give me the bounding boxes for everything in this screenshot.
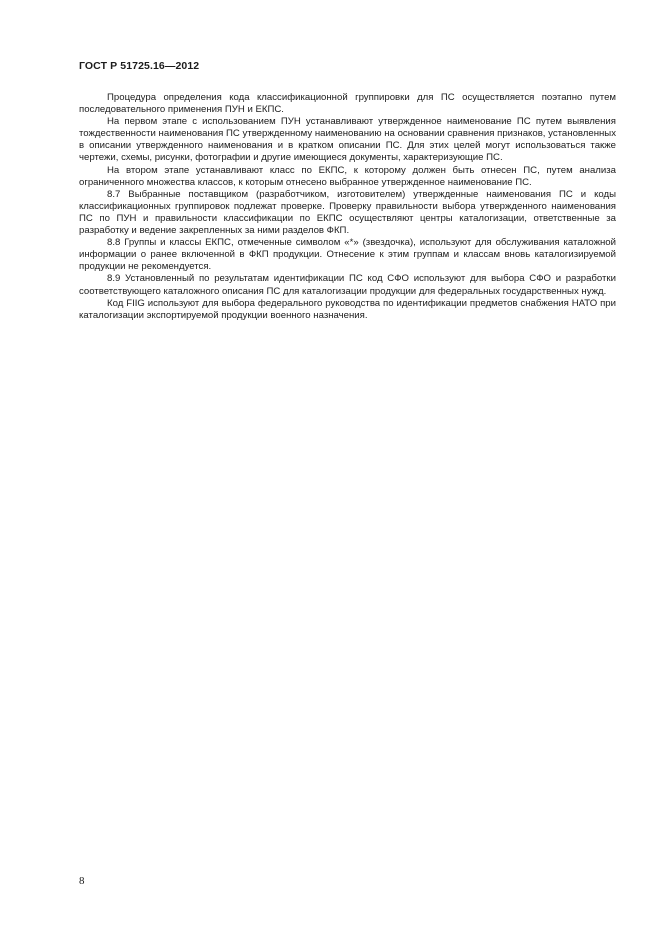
paragraph: На втором этапе устанавливают класс по ЕКПС, к которому должен быть отнесен ПС, путем анализа ограниченного множества классов, к которым отнесено выбранное утвержденное наименование ПС. (79, 164, 616, 188)
paragraph-8-8: 8.8 Группы и классы ЕКПС, отмеченные символом «*» (звездочка), используют для обслуживания каталожной информации о ранее включенной в ФКП продукции. Отнесение к этим группам и классам вновь каталогизируемой продукции не рекомендуется. (79, 237, 616, 273)
paragraph-8-9: 8.9 Установленный по результатам идентификации ПС код СФО используют для выбора СФО и разработки соответствующего каталожного описания ПС для каталогизации продукции для федеральных государственных нужд. (79, 273, 616, 297)
paragraph: На первом этапе с использованием ПУН устанавливают утвержденное наименование ПС путем выявления тождественности наименования ПС утвержденному наименованию на основании сравнения признаков, установленных в описании утвержденного наименования и в кратком описании ПС. Для этих целей могут использоваться также чертежи, схемы, рисунки, фотографии и другие имеющиеся документы, характеризующие ПС. (79, 116, 616, 164)
paragraph: Код FIIG используют для выбора федерального руководства по идентификации предметов снабжения НАТО при каталогизации экспортируемой продукции военного назначения. (79, 297, 616, 321)
document-body (79, 92, 616, 322)
paragraph-8-7: 8.7 Выбранные поставщиком (разработчиком, изготовителем) утвержденные наименования ПС и коды классификационных группировок подлежат проверке. Проверку правильности выбора утвержденного наименования ПС по ПУН и правильности классификации по ЕКПС осуществляют центры каталогизации, ответственные за разработку и ведение закрепленных за ними разделов ФКП. (79, 188, 616, 237)
paragraph: Процедура определения кода классификационной группировки для ПС осуществляется поэтапно путем последовательного применения ПУН и ЕКПС. (79, 92, 616, 116)
page-number: 8 (79, 875, 85, 887)
document-header: ГОСТ Р 51725.16—2012 (79, 60, 200, 72)
